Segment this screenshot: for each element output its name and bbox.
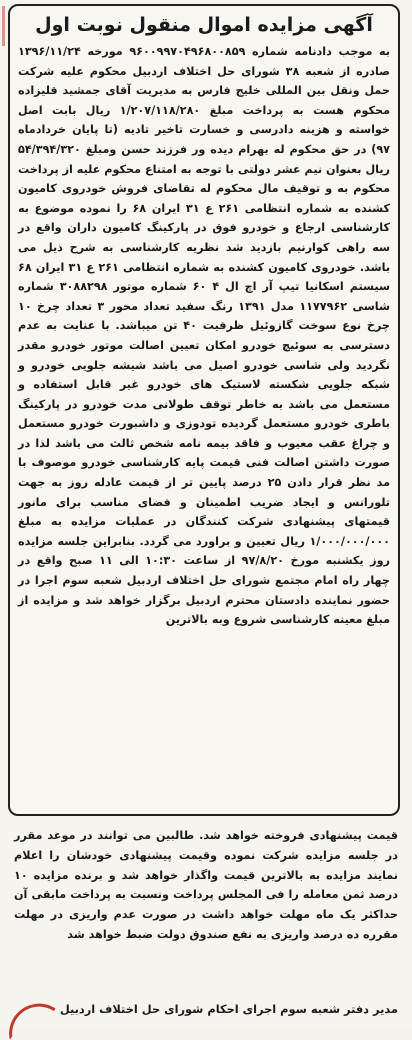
notice-title: آگهی مزایده اموال منقول نوبت اول xyxy=(35,14,373,36)
notice-signature: مدیر دفتر شعبه سوم اجرای احکام شورای حل اختلاف اردبیل xyxy=(59,1002,398,1016)
notice-continuation: قیمت پیشنهادی فروخته خواهد شد. طالبین می توانند در موعد مقرر در جلسه مزایده شرکت نموده وقیمت پیشنهادی خودشان را اعلام نمایند مزایده به بالاترین قیمت واگذار خواهد شد و برنده مزایده ۱۰ درصد ثمن معامله را فی المجلس پرداخت ونسبت به پرداخت مابقی آن حداکثر یک ماه مهلت خواهد داشت در صورت عدم واریزی در مهلت مقرره ده درصد واریزی به نفع صندوق دولت ضبط خواهد شد xyxy=(14,829,398,941)
notice-frame xyxy=(8,4,400,816)
notice-body: به موجب دادنامه شماره ۹۶۰۰۹۹۷۰۴۹۶۸۰۰۸۵۹ مورخه ۱۳۹۶/۱۱/۲۴ صادره از شعبه ۳۸ شورای حل اختلاف اردبیل محکوم علیه شرکت حمل ونقل بین المللی خلیج فارس به مدیریت آقای جمشید قلیزاده محکوم هست به پرداخت مبلغ ۱/۲۰۷/۱۱۸/۲۸۰ ریال بابت اصل خواسته و هزینه دادرسی و خسارت تاخیر تادیه (تا پایان خردادماه ۹۷) در حق محکوم له بهرام دیده ور فرزند حسن ومبلغ ۵۴/۳۹۴/۳۲۰ ریال بعنوان نیم عشر دولتی با توجه به امتناع محکوم علیه از پرداخت محکوم به و توقیف مال محکوم له تقاضای فروش خودروی کامیون کشنده به شماره انتظامی ۲۶۱ ع ۳۱ ایران ۶۸ را نموده موضوع به کارشناسی ارجاع و خودرو فوق در پارکینگ کامیون داران واقع در سه راهی کوارنیم بازدید شد نظریه کارشناسی به شرح ذیل می باشد. خودروی کامیون کشنده به شماره انتظامی ۲۶۱ ع ۳۱ ایران ۶۸ سیستم اسکانیا تیپ آر اچ ال ۴ ۶۰ شماره موتور ۳۰۸۸۲۹۸ شماره شاسی ۱۱۷۷۹۶۲ مدل ۱۳۹۱ رنگ سفید تعداد محور ۳ تعداد چرخ ۱۰ چرخ نوع سوخت گازوئیل ظرفیت ۴۰ تن میباشد. با عنایت به عدم دسترسی به سوئیچ خودرو امکان تعیین اصالت موتور خودرو مقدر نگردید ولی شاسی خودرو اصیل می باشد شیشه جلویی خودرو و شبکه جلویی شکسته لاستیک های خودرو غیر قابل استفاده و مستعمل می باشد به خاطر توقف طولانی مدت خودرو در پارکینگ باطری خودرو مستعمل گردیده تودوزی و داشبورت خودرو مستعمل و چراغ عقب معیوب و فاقد بیمه نامه شخص ثالث می باشد لذا در صورت داشتن اصالت فنی قیمت پایه کارشناسی خودرو موصوف با مد نظر قرار دادن ۲۵ درصد پایین تر از قیمت عادله روز به جهت تلورانس و ایجاد ضریب اطمینان و فضای مناسب برای مانور قیمتهای پیشنهادی شرکت کنندگان در عملیات مزایده به مبلغ ۱/۰۰۰/۰۰۰/۰۰۰ ریال تعیین و براورد می گردد. بنابراین جلسه مزایده روز یکشنبه مورخ ۹۷/۸/۲۰ از ساعت ۱۰:۳۰ الی ۱۱ صبح واقع در چهار راه امام مجتمع شورای حل اختلاف اردبیل شعبه سوم اجرا در حضور نماینده دادستان محترم اردبیل برگزار خواهد شد و مزایده از مبلغ معینه کارشناسی شروع وبه بالاترین xyxy=(18,45,391,627)
